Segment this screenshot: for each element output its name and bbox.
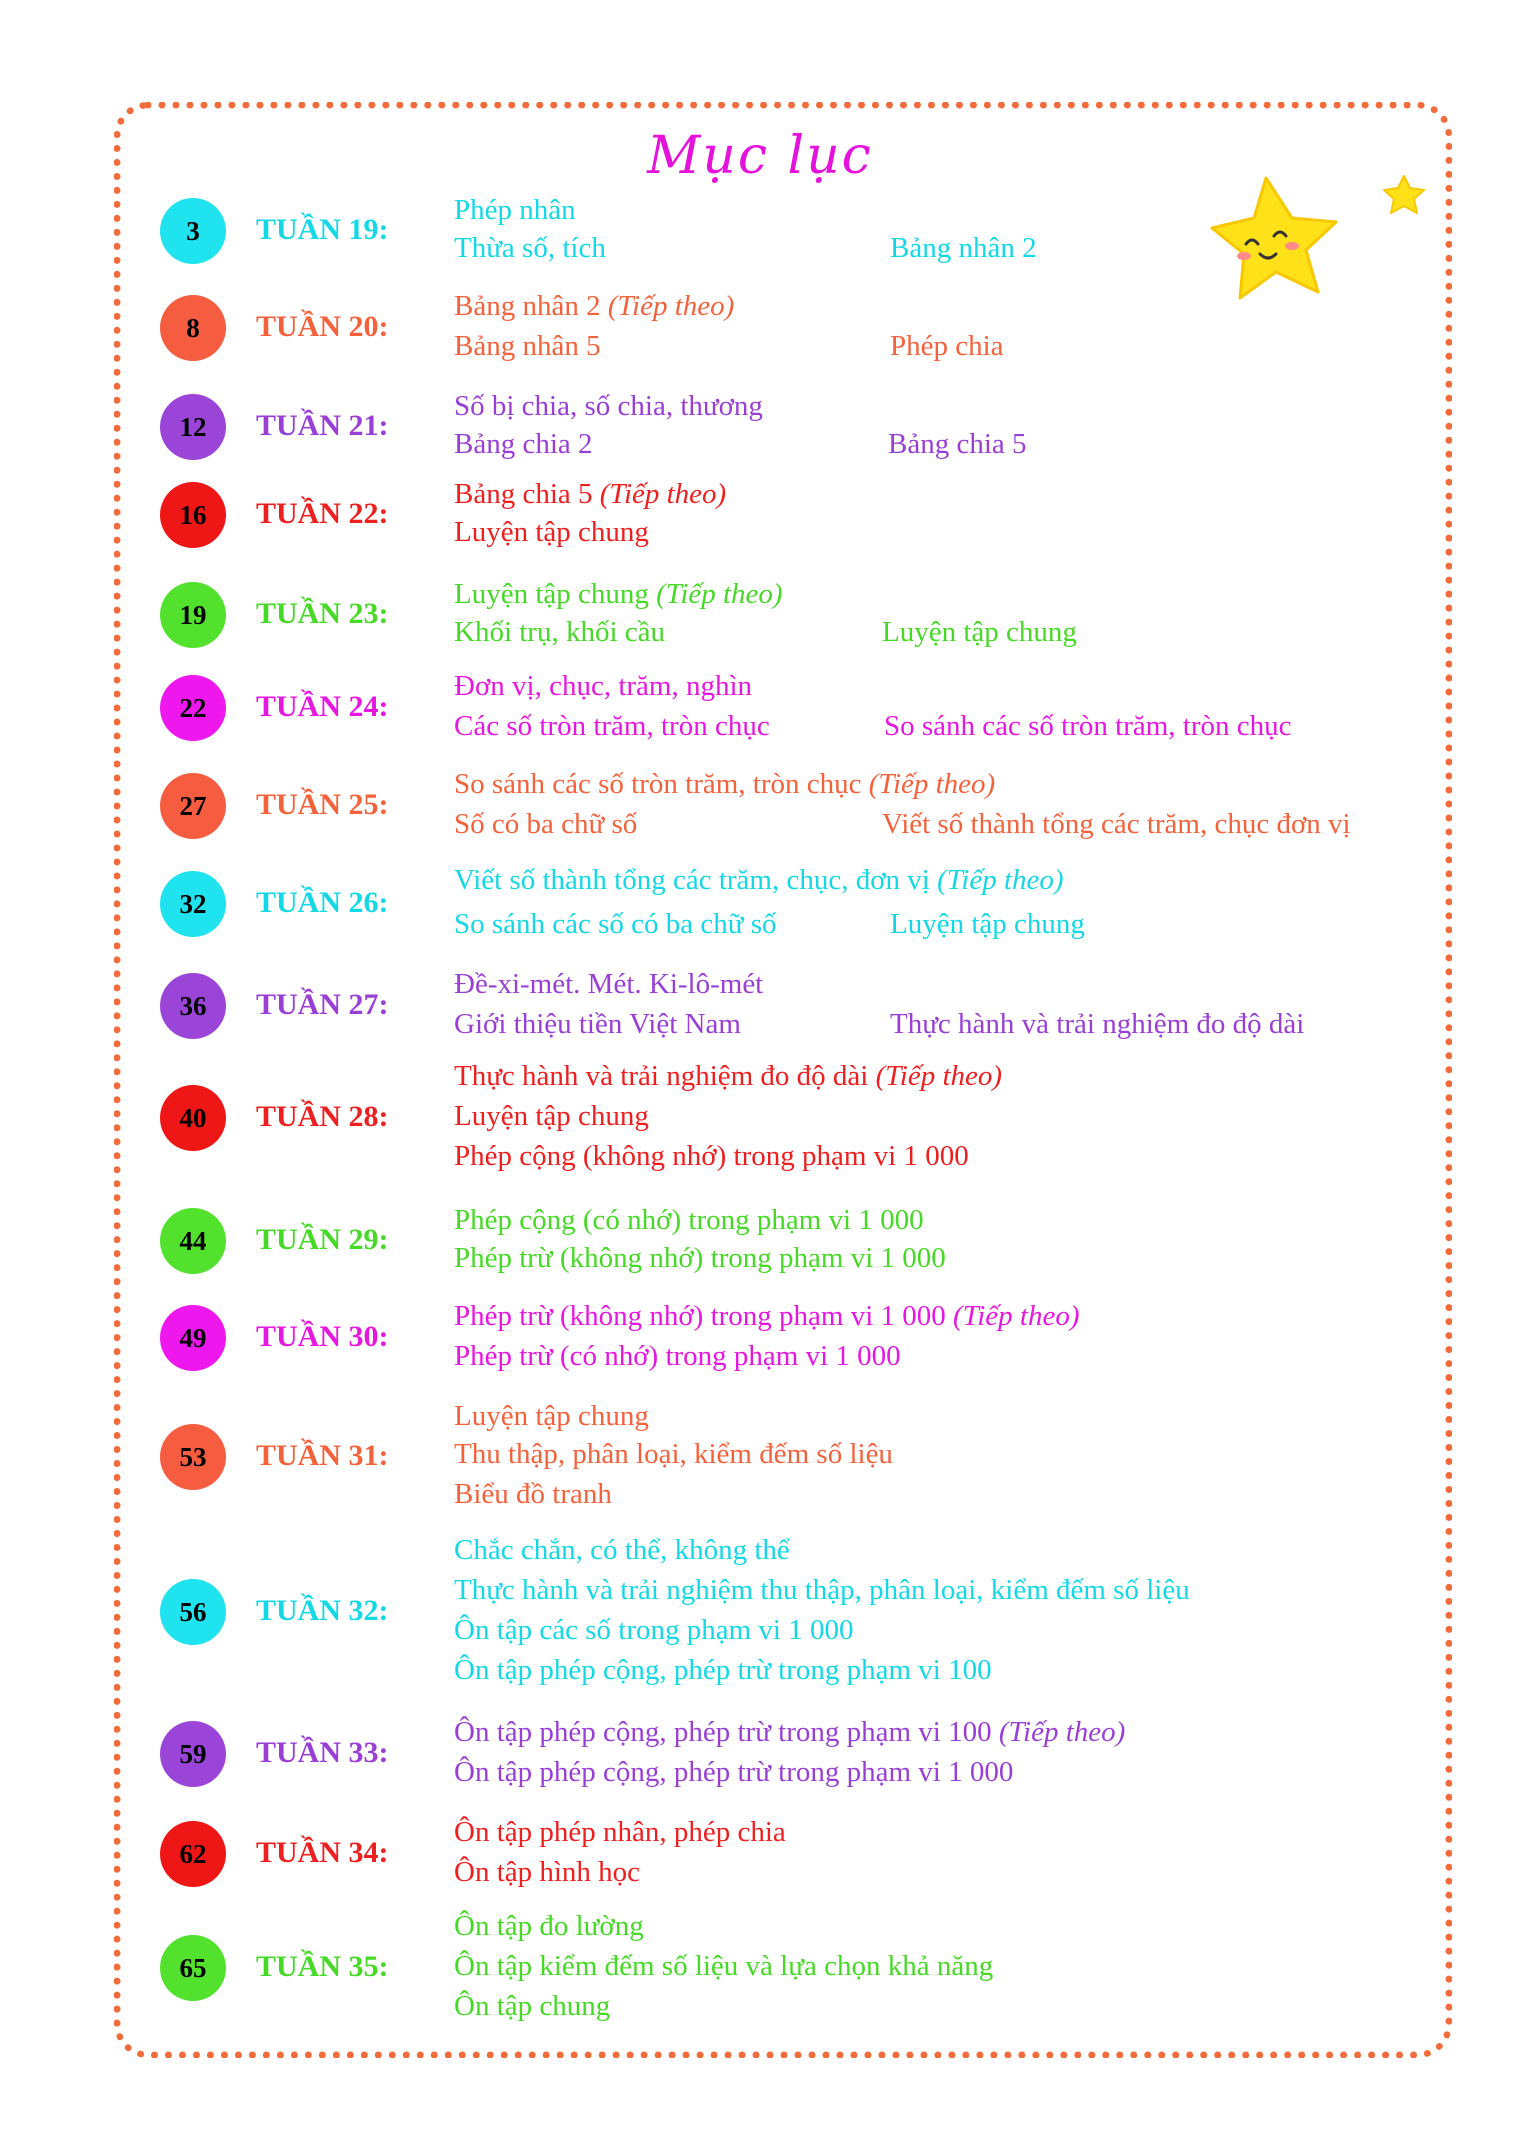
lesson-title[interactable]: Khối trụ, khối cầu (454, 616, 666, 648)
lesson-title[interactable]: Phép cộng (có nhớ) trong phạm vi 1 000 (454, 1204, 924, 1236)
lesson-line (454, 1990, 610, 2023)
small-star-icon (1384, 176, 1424, 213)
continuation-note: (Tiếp theo) (937, 864, 1064, 896)
page-number-badge[interactable]: 40 (160, 1085, 226, 1151)
lesson-line (454, 290, 734, 323)
lesson-line (454, 1614, 853, 1647)
lesson-line (454, 808, 1351, 841)
lesson-title[interactable]: Phép trừ (không nhớ) trong phạm vi 1 000 (454, 1242, 946, 1274)
lesson-title[interactable]: Luyện tập chung (454, 516, 649, 548)
star-decoration (1180, 166, 1440, 326)
lesson-title[interactable]: So sánh các số có ba chữ số (454, 908, 777, 940)
lesson-title[interactable]: Đơn vị, chục, trăm, nghìn (454, 670, 753, 702)
lesson-line (454, 1300, 1080, 1333)
lesson-title[interactable]: Ôn tập phép cộng, phép trừ trong phạm vi 1 000 (454, 1756, 1014, 1788)
lesson-title[interactable]: Bảng chia 5 (454, 478, 600, 510)
page-number-badge[interactable]: 22 (160, 675, 226, 741)
week-label: TUẦN 22: (256, 497, 389, 530)
week-label: TUẦN 21: (256, 409, 389, 442)
page-number-badge[interactable]: 62 (160, 1821, 226, 1887)
lesson-title[interactable]: Luyện tập chung (454, 578, 657, 610)
page-number-badge[interactable]: 53 (160, 1424, 226, 1490)
lesson-title[interactable]: Phép nhân (454, 194, 576, 226)
continuation-note: (Tiếp theo) (607, 290, 735, 322)
continuation-note: (Tiếp theo) (656, 578, 783, 610)
week-label: TUẦN 19: (256, 213, 389, 246)
lesson-line (454, 670, 752, 703)
page-number-badge[interactable]: 59 (160, 1721, 226, 1787)
lesson-line (454, 1438, 893, 1471)
lesson-title[interactable]: Luyện tập chung (454, 1100, 649, 1132)
lesson-title[interactable]: Ôn tập các số trong phạm vi 1 000 (454, 1614, 854, 1646)
week-label: TUẦN 33: (256, 1736, 389, 1769)
lesson-title[interactable]: Ôn tập chung (454, 1990, 611, 2022)
week-label: TUẦN 25: (256, 788, 389, 821)
page-number-badge[interactable]: 19 (160, 582, 226, 648)
lesson-line (454, 232, 1037, 265)
lesson-line (454, 768, 995, 801)
lesson-line (454, 330, 1004, 363)
lesson-line (454, 1478, 612, 1511)
lesson-line (454, 578, 783, 611)
lesson-line (454, 710, 1292, 743)
week-label: TUẦN 26: (256, 886, 389, 919)
lesson-title[interactable]: Ôn tập kiểm đếm số liệu và lựa chọn khả năng (454, 1950, 994, 1982)
lesson-title[interactable]: Các số tròn trăm, tròn chục (454, 710, 770, 742)
lesson-line (454, 1534, 790, 1567)
lesson-line (454, 1400, 649, 1433)
lesson-line (454, 390, 763, 423)
continuation-note: (Tiếp theo) (953, 1300, 1080, 1332)
lesson-line (454, 1140, 969, 1173)
lesson-title-second-column[interactable]: Bảng nhân 2 (890, 232, 1037, 264)
lesson-line (454, 194, 576, 227)
lesson-title[interactable]: Viết số thành tổng các trăm, chục, đơn vị (454, 864, 938, 896)
page-number-badge[interactable]: 27 (160, 773, 226, 839)
week-label: TUẦN 30: (256, 1320, 389, 1353)
lesson-title-second-column[interactable]: Luyện tập chung (882, 616, 1077, 648)
lesson-line (454, 908, 1085, 941)
week-label: TUẦN 29: (256, 1223, 389, 1256)
lesson-line (454, 1060, 1002, 1093)
lesson-line (454, 1856, 640, 1889)
page-number-badge[interactable]: 32 (160, 871, 226, 937)
continuation-note: (Tiếp theo) (599, 478, 727, 510)
lesson-title[interactable]: Chắc chắn, có thể, không thể (454, 1534, 790, 1566)
lesson-line (454, 478, 726, 511)
lesson-line (454, 516, 649, 549)
lesson-line (454, 1816, 786, 1849)
lesson-title-second-column[interactable]: Bảng chia 5 (888, 428, 1027, 460)
smiling-star-icon (1212, 178, 1336, 298)
lesson-title[interactable]: Thực hành và trải nghiệm đo độ dài (454, 1060, 876, 1092)
lesson-line (454, 1204, 924, 1237)
lesson-title-second-column[interactable]: Phép chia (890, 330, 1004, 362)
week-label: TUẦN 20: (256, 310, 389, 343)
lesson-line (454, 1716, 1125, 1749)
lesson-line (454, 1910, 644, 1943)
page-number-badge[interactable]: 36 (160, 973, 226, 1039)
lesson-title[interactable]: Luyện tập chung (454, 1400, 649, 1432)
lesson-title-second-column[interactable]: Viết số thành tổng các trăm, chục đơn vị (882, 808, 1351, 840)
lesson-line (454, 1654, 992, 1687)
week-label: TUẦN 24: (256, 690, 389, 723)
page-number-badge[interactable]: 8 (160, 295, 226, 361)
lesson-line (454, 1242, 946, 1275)
lesson-line (454, 616, 1077, 649)
lesson-title[interactable]: Giới thiệu tiền Việt Nam (454, 1008, 741, 1040)
lesson-line (454, 428, 1027, 461)
week-label: TUẦN 23: (256, 597, 389, 630)
lesson-title[interactable]: Số bị chia, số chia, thương (454, 390, 763, 422)
lesson-line (454, 1756, 1013, 1789)
lesson-title[interactable]: Thực hành và trải nghiệm thu thập, phân loại, kiểm đếm số liệu (454, 1574, 1190, 1606)
week-label: TUẦN 28: (256, 1100, 389, 1133)
page-number-badge[interactable]: 16 (160, 482, 226, 548)
lesson-title[interactable]: Ôn tập phép cộng, phép trừ trong phạm vi 100 (454, 1654, 992, 1686)
page-number-badge[interactable]: 65 (160, 1935, 226, 2001)
lesson-title[interactable]: Thu thập, phân loại, kiểm đếm số liệu (454, 1438, 893, 1470)
lesson-title[interactable]: Ôn tập hình học (454, 1856, 641, 1888)
page-number-badge[interactable]: 44 (160, 1208, 226, 1274)
lesson-line (454, 1008, 1305, 1041)
continuation-note: (Tiếp theo) (868, 768, 996, 800)
continuation-note: (Tiếp theo) (875, 1060, 1003, 1092)
lesson-line (454, 1950, 993, 1983)
page-number-badge[interactable]: 56 (160, 1579, 226, 1645)
continuation-note: (Tiếp theo) (998, 1716, 1126, 1748)
lesson-title[interactable]: Ôn tập đo lường (454, 1910, 644, 1942)
lesson-title[interactable]: Thừa số, tích (454, 232, 606, 264)
lesson-title-second-column[interactable]: So sánh các số tròn trăm, tròn chục (884, 710, 1292, 742)
page-number-badge[interactable]: 12 (160, 394, 226, 460)
week-label: TUẦN 34: (256, 1836, 389, 1869)
lesson-title-second-column[interactable]: Luyện tập chung (890, 908, 1085, 940)
lesson-title[interactable]: Đề-xi-mét. Mét. Ki-lô-mét (454, 968, 764, 1000)
lesson-title[interactable]: Ôn tập phép nhân, phép chia (454, 1816, 786, 1848)
lesson-line (454, 864, 1064, 897)
week-label: TUẦN 35: (256, 1950, 389, 1983)
lesson-line (454, 1574, 1190, 1607)
page-number-badge[interactable]: 49 (160, 1305, 226, 1371)
lesson-line (454, 968, 763, 1001)
lesson-title-second-column[interactable]: Thực hành và trải nghiệm đo độ dài (890, 1008, 1305, 1040)
week-label: TUẦN 31: (256, 1439, 389, 1472)
lesson-title[interactable]: Bảng nhân 2 (454, 290, 608, 322)
week-label: TUẦN 27: (256, 988, 389, 1021)
lesson-title[interactable]: Bảng nhân 5 (454, 330, 601, 362)
week-label: TUẦN 32: (256, 1594, 389, 1627)
lesson-line (454, 1100, 649, 1133)
lesson-title[interactable]: Phép trừ (có nhớ) trong phạm vi 1 000 (454, 1340, 901, 1372)
page-number-badge[interactable]: 3 (160, 198, 226, 264)
lesson-title[interactable]: Số có ba chữ số (454, 808, 638, 840)
lesson-title[interactable]: Phép cộng (không nhớ) trong phạm vi 1 000 (454, 1140, 969, 1172)
lesson-title[interactable]: Bảng chia 2 (454, 428, 593, 460)
lesson-title[interactable]: Ôn tập phép cộng, phép trừ trong phạm vi 100 (454, 1716, 999, 1748)
lesson-title[interactable]: Biểu đồ tranh (454, 1478, 612, 1510)
lesson-title[interactable]: So sánh các số tròn trăm, tròn chục (454, 768, 869, 800)
page-title: Mục lục (647, 126, 873, 186)
lesson-line (454, 1340, 901, 1373)
lesson-title[interactable]: Phép trừ (không nhớ) trong phạm vi 1 000 (454, 1300, 954, 1332)
